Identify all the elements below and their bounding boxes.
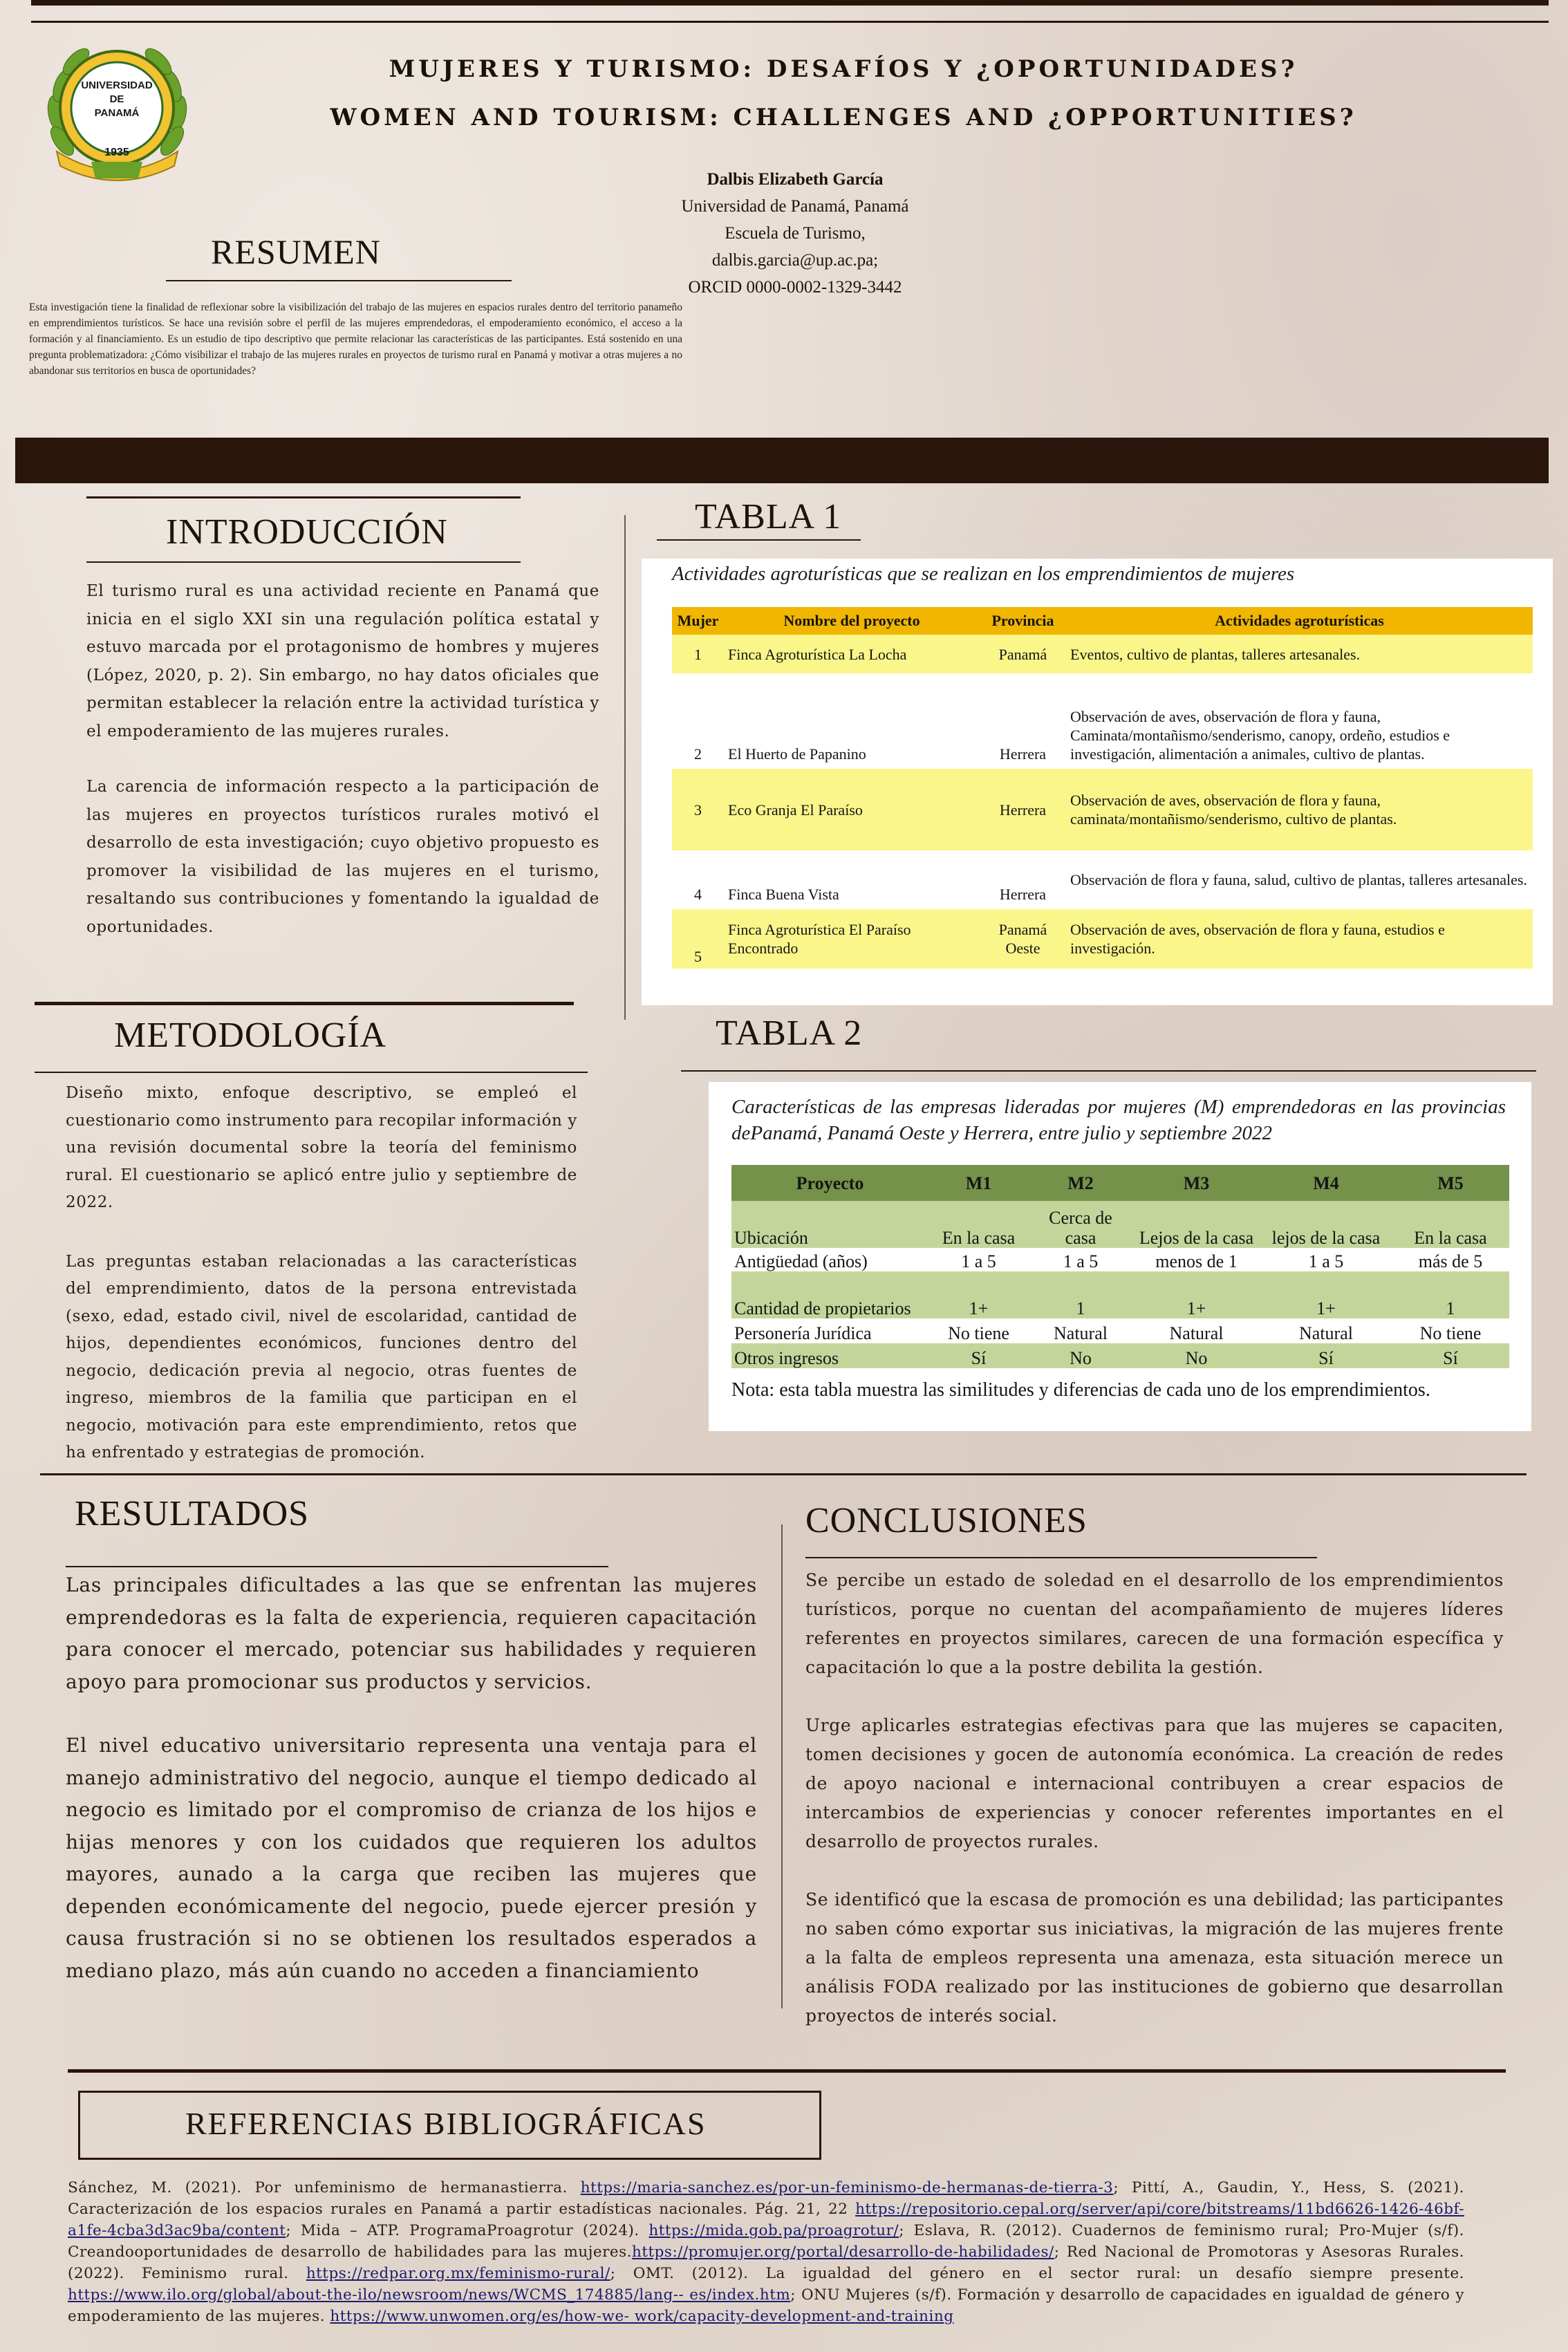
table-row bbox=[672, 769, 1533, 850]
conclusiones-paragraph-1: Se percibe un estado de soledad en el desarrollo de los emprendimientos turísticos, porque no cuentan del acompañamiento de mujeres líderes referentes en proyectos similares, carecen de una formación específica y capacitación lo que a la postre debilita la gestión. bbox=[805, 1570, 1504, 1677]
reference-link[interactable]: https://maria-sanchez.es/por-un-feminismo-de-hermanas-de-tierra-3 bbox=[580, 2179, 1114, 2196]
tabla1-cell-actividades: Observación de flora y fauna, salud, cultivo de plantas, talleres artesanales. bbox=[1066, 850, 1533, 909]
tabla1-cell-provincia: Herrera bbox=[980, 850, 1066, 909]
table-row bbox=[731, 1248, 1509, 1271]
tabla2-title: TABLA 2 bbox=[716, 1014, 863, 1053]
tabla2-cell: No bbox=[1132, 1343, 1260, 1368]
tabla2-cell: Natural bbox=[1029, 1318, 1132, 1343]
tabla2-cell: No bbox=[1029, 1343, 1132, 1368]
reference-text: ; Mida – ATP. ProgramaProagrotur (2024). bbox=[286, 2222, 649, 2239]
tabla2-cell: Sí bbox=[1260, 1343, 1392, 1368]
tabla2-cell: Natural bbox=[1260, 1318, 1392, 1343]
reference-link[interactable]: https://www.ilo.org/global/about-the-ilo/newsroom/news/WCMS_174885/lang-- es/index.htm bbox=[68, 2286, 791, 2304]
resultados-underline bbox=[66, 1566, 608, 1567]
tabla2-cell: En la casa bbox=[1392, 1201, 1509, 1248]
logo-line3: PANAMÁ bbox=[94, 107, 140, 119]
table-row bbox=[731, 1201, 1509, 1248]
tabla2-row-label: Personería Jurídica bbox=[731, 1318, 928, 1343]
reference-text: ; ONU Mujeres (s/f). Formación y desarrollo de capacidades en igualdad de género y empoderamiento de las mujeres. bbox=[68, 2286, 1464, 2325]
title-english: WOMEN AND TOURISM: CHALLENGES AND ¿OPPORTUNITIES? bbox=[330, 104, 1357, 131]
author-email: dalbis.garcia@up.ac.pa; bbox=[711, 251, 879, 270]
tabla1-header-proyecto: Nombre del proyecto bbox=[724, 607, 980, 635]
table-row bbox=[672, 850, 1533, 909]
resumen-underline bbox=[166, 280, 512, 281]
reference-link[interactable]: https://www.unwomen.org/es/how-we- work/capacity-development-and-training bbox=[330, 2308, 954, 2325]
tabla1-cell-mujer: 2 bbox=[672, 673, 724, 769]
tabla2-cell: 1 bbox=[1392, 1271, 1509, 1318]
table-row bbox=[731, 1318, 1509, 1343]
column-divider-lower bbox=[781, 1524, 783, 2008]
tabla1-header-actividades: Actividades agroturísticas bbox=[1066, 607, 1533, 635]
university-logo bbox=[43, 30, 192, 196]
tabla2-cell: 1 a 5 bbox=[928, 1248, 1029, 1271]
conclusiones-paragraph-3: Se identificó que la escasa de promoción es una debilidad; las participantes no saben cómo exportar sus iniciativas, la migración de las mujeres frente a la falta de empleos representa una amenaza, esta situación merece un análisis FODA realizado por las instituciones de gobierno que desarrollan proyectos de interés social. bbox=[805, 1889, 1504, 2026]
tabla2-header-m1: M1 bbox=[928, 1165, 1029, 1201]
section-band bbox=[15, 438, 1549, 483]
tabla1-cell-mujer: 1 bbox=[672, 635, 724, 673]
tabla2-cell: 1+ bbox=[1260, 1271, 1392, 1318]
intro-body bbox=[86, 577, 599, 941]
results-top-rule bbox=[40, 1473, 1527, 1475]
reference-link[interactable]: https://promujer.org/portal/desarrollo-de-habilidades/ bbox=[632, 2243, 1054, 2261]
references-text bbox=[68, 2177, 1464, 2327]
resultados-paragraph-2: El nivel educativo universitario representa una ventaja para el manejo administrativo del negocio, aunque el tiempo dedicado al negocio es limitado por el compromiso de crianza de los hijos e hijas menores y con los cuidados que requieren los adultos mayores, aunado a la carga que reciben las mujeres que dependen económicamente del negocio, puede ejercer presión y causa frustración si no se obtienen los resultados esperados a mediano plazo, más aún cuando no acceden a financiamiento bbox=[66, 1734, 757, 1982]
logo-line2: DE bbox=[109, 93, 124, 105]
tabla1-cell-actividades: Observación de aves, observación de flora y fauna, caminata/montañismo/senderismo, cultivo de plantas. bbox=[1066, 769, 1533, 850]
tabla1-cell-provincia: Panamá Oeste bbox=[980, 909, 1066, 969]
reference-link[interactable]: https://mida.gob.pa/proagrotur/ bbox=[648, 2222, 899, 2239]
tabla1-cell-provincia: Herrera bbox=[980, 769, 1066, 850]
tabla2-cell: 1 a 5 bbox=[1260, 1248, 1392, 1271]
reference-link[interactable]: https://redpar.org.mx/feminismo-rural/ bbox=[306, 2265, 610, 2282]
tabla2-cell: En la casa bbox=[928, 1201, 1029, 1248]
table-row bbox=[672, 635, 1533, 673]
tabla2-cell: No tiene bbox=[1392, 1318, 1509, 1343]
resultados-paragraph-1: Las principales dificultades a las que se enfrentan las mujeres emprendedoras es la falta de experiencia, requieren capacitación para conocer el mercado, potenciar sus habilidades y requieren apoyo para promocionar sus productos y servicios. bbox=[66, 1574, 757, 1693]
tabla2-row-label: Cantidad de propietarios bbox=[731, 1271, 928, 1318]
tabla2-header-row bbox=[731, 1165, 1509, 1201]
metodologia-paragraph-2: Las preguntas estaban relacionadas a las características del emprendimiento, datos de la persona entrevistada (sexo, edad, estado civil, nivel de escolaridad, cantidad de hijos, dependientes económicos, funciones dentro del negocio, dedicación previa al negocio, otras fuentes de ingreso, miembros de la familia que participan en el negocio, motivación para este emprendimiento, retos que ha enfrentado y estrategias de promoción. bbox=[66, 1252, 577, 1462]
tabla2-cell: Natural bbox=[1132, 1318, 1260, 1343]
table-row bbox=[731, 1271, 1509, 1318]
tabla2-header-m4: M4 bbox=[1260, 1165, 1392, 1201]
tabla2-note: Nota: esta tabla muestra las similitudes y diferencias de cada uno de los emprendimientos. bbox=[731, 1379, 1430, 1401]
tabla1-cell-mujer: 3 bbox=[672, 769, 724, 850]
tabla2-cell: Sí bbox=[1392, 1343, 1509, 1368]
resultados-title: RESULTADOS bbox=[75, 1494, 310, 1533]
resumen-text: Esta investigación tiene la finalidad de reflexionar sobre la visibilización del trabajo de las mujeres en espacios rurales dentro del territorio panameño en emprendimientos turísticos. Se hace una revisión sobre el perfil de las mujeres emprendedoras, el empoderamiento económico, el acceso a la formación y al financiamiento. Es un estudio de tipo descriptivo que permite relacionar las características de las participantes. Está sostenido en una pregunta problematizadora: ¿Cómo visibilizar el trabajo de las mujeres rurales en proyectos de turismo rural en Panamá y motivar a otras mujeres a no abandonar sus territorios en busca de oportunidades? bbox=[29, 301, 682, 377]
tabla1-title: TABLA 1 bbox=[695, 497, 842, 536]
tabla1-cell-proyecto: Finca Agroturística La Locha bbox=[724, 635, 980, 673]
tabla1-cell-proyecto: Finca Buena Vista bbox=[724, 850, 980, 909]
intro-title: INTRODUCCIÓN bbox=[166, 512, 448, 552]
author-affiliation: Universidad de Panamá, Panamá bbox=[681, 197, 909, 216]
intro-top-rule bbox=[86, 496, 521, 498]
tabla2-cell: lejos de la casa bbox=[1260, 1201, 1392, 1248]
tabla1-cell-actividades: Eventos, cultivo de plantas, talleres artesanales. bbox=[1066, 635, 1533, 673]
tabla2-table bbox=[731, 1165, 1509, 1368]
tabla1-cell-proyecto: Eco Granja El Paraíso bbox=[724, 769, 980, 850]
reference-text: ; Pittí, A., Gaudin, Y., Hess, S. (2021). Caracterización de los espacios rurales en Panamá a partir estadísticas nacionales. Pág. 21, 22 bbox=[68, 2179, 1464, 2218]
reference-text: Sánchez, M. (2021). Por unfeminismo de hermanastierra. bbox=[68, 2179, 581, 2196]
references-top-rule bbox=[68, 2069, 1506, 2073]
intro-paragraph-2: La carencia de información respecto a la participación de las mujeres en proyectos turísticos rurales motivó el desarrollo de esta investigación; cuyo objetivo propuesto es promover la visibilidad de las mujeres en el turismo, resaltando sus contribuciones y fomentando la igualdad de oportunidades. bbox=[86, 778, 599, 936]
tabla2-header-m3: M3 bbox=[1132, 1165, 1260, 1201]
tabla1-cell-proyecto: Finca Agroturística El Paraíso Encontrado bbox=[724, 909, 980, 969]
tabla2-cell: más de 5 bbox=[1392, 1248, 1509, 1271]
author-block bbox=[622, 166, 968, 301]
tabla2-row-label: Antigüedad (años) bbox=[731, 1248, 928, 1271]
tabla1-cell-proyecto: El Huerto de Papanino bbox=[724, 673, 980, 769]
tabla2-row-label: Otros ingresos bbox=[731, 1343, 928, 1368]
tabla2-cell: 1 a 5 bbox=[1029, 1248, 1132, 1271]
conclusiones-underline bbox=[805, 1557, 1317, 1558]
tabla1-cell-mujer: 4 bbox=[672, 850, 724, 909]
logo-line1: UNIVERSIDAD bbox=[81, 80, 153, 91]
column-divider-upper bbox=[624, 515, 626, 1020]
reference-text: ; Red Nacional de Promotoras y Asesoras Rurales. (2022). Feminismo rural. bbox=[68, 2243, 1464, 2282]
tabla1-cell-actividades: Observación de aves, observación de flora y fauna, Caminata/montañismo/senderismo, canopy, ordeño, estudios e investigación, alimentación a animales, cultivo de plantas. bbox=[1066, 673, 1533, 769]
header-rule bbox=[31, 21, 1549, 23]
tabla2-cell: 1+ bbox=[928, 1271, 1029, 1318]
tabla1-header-row bbox=[672, 607, 1533, 635]
conclusiones-paragraph-2: Urge aplicarles estrategias efectivas para que las mujeres se capaciten, tomen decisiones y gocen de autonomía económica. La creación de redes de apoyo nacional e internacional contribuyen a crear espacios de intercambios de experiencias y conocer referentes importantes en el desarrollo de proyectos rurales. bbox=[805, 1715, 1504, 1851]
reference-text: ; Eslava, R. (2012). Cuadernos de feminismo rural; Pro-Mujer (s/f). Creandooportunidades de desarrollo de habilidades para las mujeres. bbox=[68, 2222, 1464, 2261]
tabla2-caption: Características de las empresas lideradas por mujeres (M) emprendedoras en las provincias dePanamá, Panamá Oeste y Herrera, entre julio y septiembre 2022 bbox=[731, 1096, 1506, 1144]
tabla2-header-proyecto: Proyecto bbox=[731, 1165, 928, 1201]
metodologia-top-rule bbox=[35, 1002, 574, 1005]
tabla1-caption: Actividades agroturísticas que se realizan en los emprendimientos de mujeres bbox=[672, 563, 1295, 585]
tabla1-cell-provincia: Panamá bbox=[980, 635, 1066, 673]
tabla2-cell: Lejos de la casa bbox=[1132, 1201, 1260, 1248]
tabla1-underline bbox=[657, 539, 861, 541]
resumen-title: RESUMEN bbox=[211, 232, 381, 271]
tabla2-header-m2: M2 bbox=[1029, 1165, 1132, 1201]
title-spanish: MUJERES Y TURISMO: DESAFÍOS Y ¿OPORTUNIDADES? bbox=[389, 55, 1298, 83]
tabla2-underline bbox=[681, 1070, 1536, 1072]
resultados-body bbox=[66, 1569, 757, 1987]
tabla1-cell-actividades: Observación de aves, observación de flora y fauna, estudios e investigación. bbox=[1066, 909, 1533, 969]
top-border-bar bbox=[31, 0, 1549, 6]
metodologia-underline bbox=[35, 1072, 588, 1073]
references-title: REFERENCIAS BIBLIOGRÁFICAS bbox=[185, 2106, 707, 2141]
tabla1-cell-mujer: 5 bbox=[672, 909, 724, 969]
tabla2-cell: 1 bbox=[1029, 1271, 1132, 1318]
tabla1-header-mujer: Mujer bbox=[672, 607, 724, 635]
reference-link[interactable]: https://repositorio.cepal.org/server/api/core/bitstreams/11bd6626-1426-46bf-a1fe-4cba3d3ac9ba/content bbox=[68, 2201, 1464, 2239]
intro-underline bbox=[86, 561, 521, 563]
tabla1-header-provincia: Provincia bbox=[980, 607, 1066, 635]
logo-year: 1935 bbox=[104, 147, 129, 158]
tabla2-cell: Sí bbox=[928, 1343, 1029, 1368]
university-seal-icon bbox=[43, 30, 192, 196]
author-orcid: ORCID 0000-0002-1329-3442 bbox=[688, 278, 902, 297]
author-name: Dalbis Elizabeth García bbox=[707, 170, 884, 189]
tabla2-row-label: Ubicación bbox=[731, 1201, 928, 1248]
tabla2-cell: 1+ bbox=[1132, 1271, 1260, 1318]
table-row bbox=[672, 909, 1533, 969]
metodologia-paragraph-1: Diseño mixto, enfoque descriptivo, se empleó el cuestionario como instrumento para recopilar información y una revisión documental sobre la teoría del feminismo rural. El cuestionario se aplicó entre julio y septiembre de 2022. bbox=[66, 1084, 577, 1211]
reference-text: ; OMT. (2012). La igualdad del género en el sector rural: un desafío siempre presente. bbox=[610, 2265, 1465, 2282]
conclusiones-body bbox=[805, 1566, 1504, 2031]
table-row bbox=[731, 1343, 1509, 1368]
tabla1-cell-provincia: Herrera bbox=[980, 673, 1066, 769]
tabla2-cell: Cerca de casa bbox=[1029, 1201, 1132, 1248]
metodologia-body bbox=[66, 1080, 577, 1467]
metodologia-title: METODOLOGÍA bbox=[114, 1016, 387, 1055]
tabla2-cell: No tiene bbox=[928, 1318, 1029, 1343]
tabla2-cell: menos de 1 bbox=[1132, 1248, 1260, 1271]
tabla1-table bbox=[672, 607, 1533, 969]
table-row bbox=[672, 673, 1533, 769]
tabla2-header-m5: M5 bbox=[1392, 1165, 1509, 1201]
intro-paragraph-1: El turismo rural es una actividad reciente en Panamá que inicia en el siglo XXI sin una regulación política estatal y estuvo marcada por el protagonismo de hombres y mujeres (López, 2020, p. 2). Sin embargo, no hay datos oficiales que permitan establecer la relación entre la actividad turística y el empoderamiento de las mujeres rurales. bbox=[86, 582, 599, 740]
conclusiones-title: CONCLUSIONES bbox=[805, 1501, 1088, 1540]
author-school: Escuela de Turismo, bbox=[725, 224, 866, 243]
